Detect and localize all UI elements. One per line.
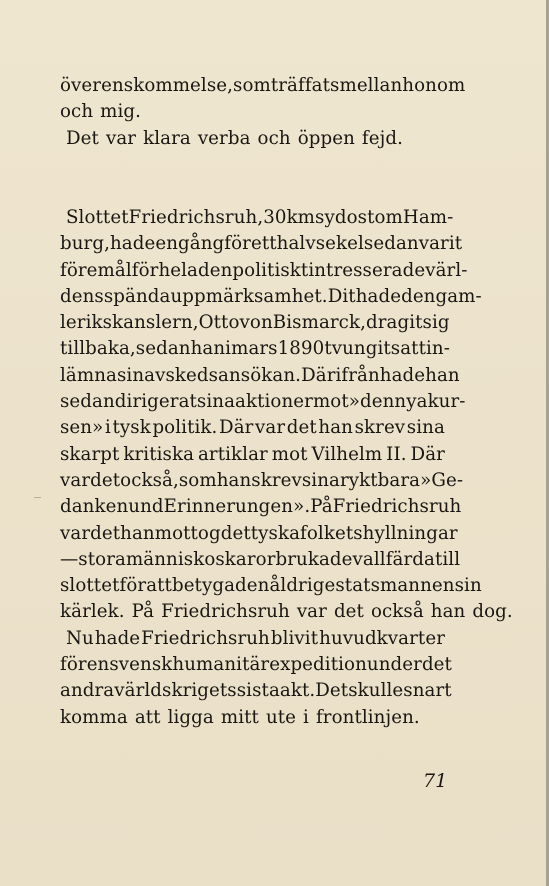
- text-line: lämna sin avskedsansökan. Därifrån hade han: [60, 364, 460, 386]
- text-line: slottet för att betyga den åldrige statsmannen sin: [60, 575, 482, 597]
- text-line: dens spända uppmärksamhet. Dit hade den gam-: [60, 285, 482, 307]
- text-line: Slottet Friedrichsruh, 30 km sydost om Ham-: [66, 207, 454, 228]
- text-block-main: [60, 205, 513, 731]
- text-line: för en svensk humanitär expedition under det: [60, 654, 452, 676]
- text-line: var det han mottog det tyska folkets hyllningar: [60, 522, 458, 544]
- text-line: Nu hade Friedrichsruh blivit huvudkvarter: [66, 627, 445, 649]
- text-line: danken und Erinnerungen». På Friedrichsruh: [60, 496, 462, 518]
- text-line: komma att ligga mitt ute i frontlinjen.: [60, 706, 420, 728]
- text-line: kärlek. På Friedrichsruh var det också han dog.: [60, 601, 513, 623]
- text-line: andra världskrigets sista akt. Det skulle snart: [60, 680, 452, 702]
- text-line: le rikskanslern, Otto von Bismarck, dragit sig: [60, 312, 450, 334]
- paragraph: [60, 126, 445, 152]
- text-line: burg, hade en gång för ett halvsekel sedan varit: [60, 233, 463, 255]
- paragraph: [60, 626, 452, 731]
- text-block-top: [60, 73, 466, 152]
- text-line: — stora människoskaror brukade vallfärda till: [60, 548, 461, 570]
- margin-mark: [34, 497, 41, 498]
- text-line: var det också, som han skrev sina ryktbara »Ge-: [60, 469, 464, 491]
- text-line: överenskommelse, som träffats mellan honom: [60, 75, 466, 96]
- text-line: Det var klara verba och öppen fejd.: [66, 127, 403, 149]
- text-line: och mig.: [60, 101, 142, 123]
- paragraph: [60, 205, 513, 626]
- text-line: sen» i tysk politik. Där var det han skrev sina: [60, 417, 445, 439]
- text-line: föremål för hela den politiskt intresserade värl-: [60, 259, 468, 281]
- text-line: tillbaka, sedan han i mars 1890 tvungits att in-: [60, 338, 450, 360]
- paragraph: [60, 73, 466, 126]
- text-line: skarpt kritiska artiklar mot Vilhelm II. Där: [60, 443, 445, 465]
- text-line: sedan dirigerat sina aktioner mot »den nya kur-: [60, 391, 466, 413]
- page-number: 71: [423, 770, 448, 792]
